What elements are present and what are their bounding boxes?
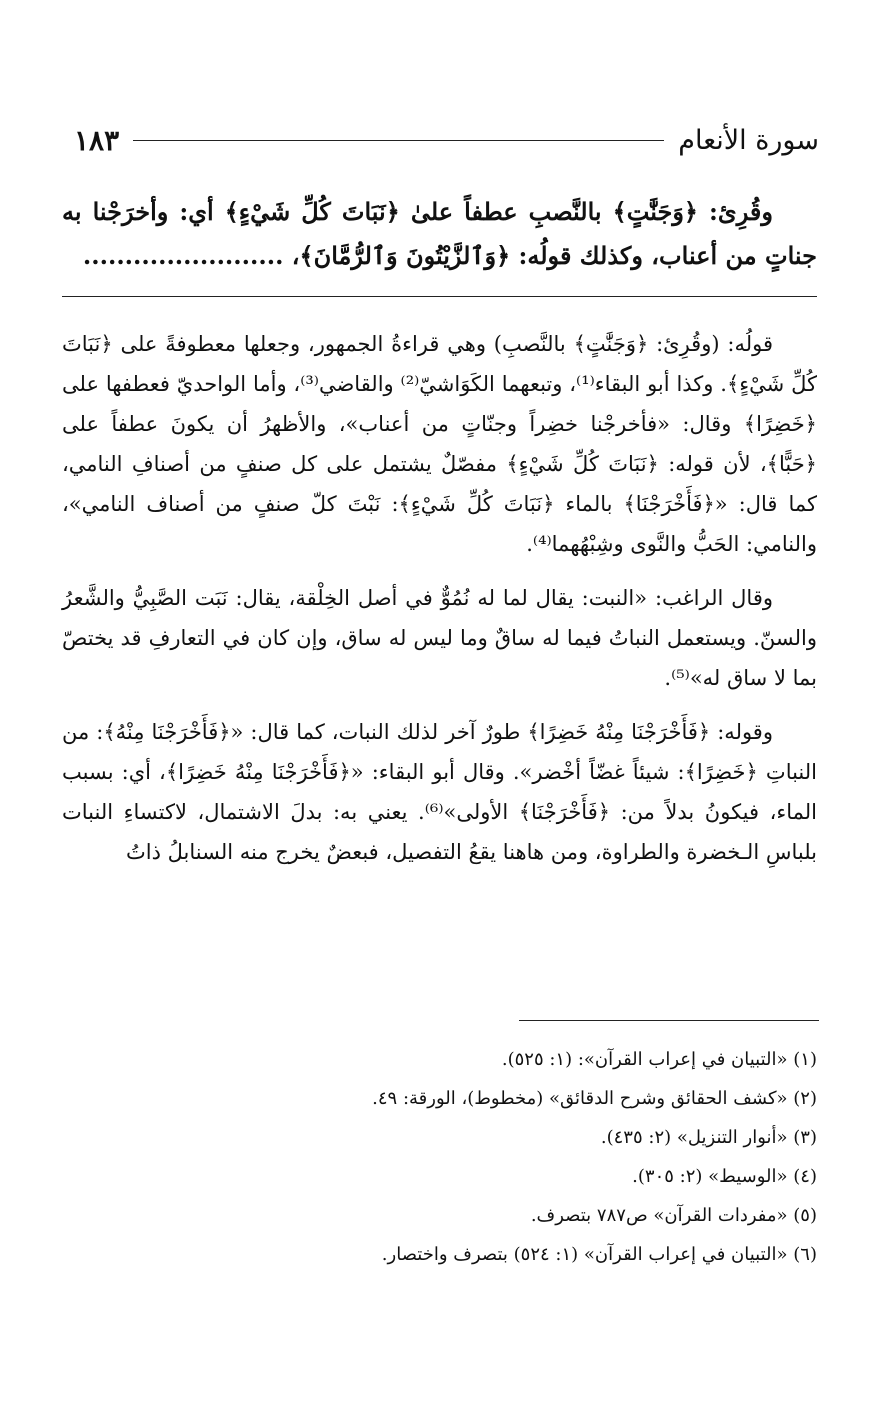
footnote-6: (٦) «التبيان في إعراب القرآن» (١: ٥٢٤) بتصرف واختصار. bbox=[381, 1244, 817, 1265]
matn-paragraph: وقُرِئ: ﴿وَجَنَّٰتٍ﴾ بالنَّصبِ عطفاً علىٰ ﴿نَبَاتَ كُلِّ شَيْءٍ﴾ أي: وأخرَجْنا به جناتٍ من أعناب، وكذلك قولُه: ﴿وَٱلزَّيْتُونَ وَٱلرُّمَّانَ﴾، ........................ bbox=[62, 197, 817, 270]
commentary-paragraph-1: قولُه: (وقُرِئ: ﴿وَجَنَّٰتٍ﴾ بالنَّصبِ) وهي قراءةُ الجمهور، وجعلها معطوفةً على ﴿نَبَاتَ كُلِّ شَيْءٍ﴾. وكذا أبو البقاء⁽¹⁾، وتبعهما الكَوَاشيّ⁽²⁾ والقاضي⁽³⁾، وأما الواحديّ فعطفها على ﴿خَضِرًا﴾ وقال: «فأخرجْنا خضِراً وجنّاتٍ من أعناب»، والأظهرُ أن يكونَ عطفاً على ﴿حَبًّا﴾، لأن قوله: ﴿نَبَاتَ كُلِّ شَيْءٍ﴾ مفصّلٌ يشتمل على كل صنفٍ من أصنافِ النامي، كما قال: «﴿فَأَخْرَجْنَا﴾ بالماء ﴿نَبَاتَ كُلِّ شَيْءٍ﴾: نَبْتَ كلّ صنفٍ من أصناف النامي»، والنامي: الحَبُّ والنَّوى وشِبْهُهما⁽⁴⁾. bbox=[62, 332, 817, 556]
footnote-1: (١) «التبيان في إعراب القرآن»: (١: ٥٢٥). bbox=[501, 1049, 817, 1070]
footnote-separator bbox=[519, 1020, 819, 1021]
footnote-3: (٣) «أنوار التنزيل» (٢: ٤٣٥). bbox=[600, 1127, 817, 1148]
matn-separator bbox=[62, 296, 817, 297]
main-text bbox=[62, 190, 817, 278]
footnote-4: (٤) «الوسيط» (٢: ٣٠٥). bbox=[632, 1166, 817, 1187]
commentary-paragraph-2: وقال الراغب: «النبت: يقال لما له نُمُوٌّ في أصل الخِلْقة، يقال: نَبَت الصَّبِيُّ والشَّعرُ والسنّ. ويستعمل النباتُ فيما له ساقٌ وما ليس له ساق، وإن كان في التعارفِ قد يختصّ بما لا ساق له»⁽⁵⁾. bbox=[62, 586, 817, 690]
commentary-text bbox=[62, 324, 817, 886]
footnotes bbox=[62, 1040, 817, 1274]
running-header bbox=[74, 120, 819, 160]
commentary-paragraph-3: وقوله: ﴿فَأَخْرَجْنَا مِنْهُ خَضِرًا﴾ طورٌ آخر لذلك النبات، كما قال: «﴿فَأَخْرَجْنَا مِنْهُ﴾: من النباتِ ﴿خَضِرًا﴾: شيئاً غضّاً أخْضر». وقال أبو البقاء: «﴿فَأَخْرَجْنَا مِنْهُ خَضِرًا﴾، أي: بسبب الماء، فيكونُ بدلاً من: ﴿فَأَخْرَجْنَا﴾ الأولى»⁽⁶⁾. يعني به: بدلَ الاشتمال، لاكتساءِ النبات بلباسِ الـخضرة والطراوة، ومن هاهنا يقعُ التفصيل، فبعضٌ يخرج منه السنابلُ ذاتُ bbox=[62, 720, 818, 864]
header-rule bbox=[133, 140, 664, 141]
footnote-2: (٢) «كشف الحقائق وشرح الدقائق» (مخطوط)، الورقة: ٤٩. bbox=[372, 1088, 817, 1109]
surah-title: سورة الأنعام bbox=[678, 124, 819, 156]
page-number: ١٨٣ bbox=[74, 123, 120, 157]
footnote-5: (٥) «مفردات القرآن» ص٧٨٧ بتصرف. bbox=[530, 1205, 817, 1226]
